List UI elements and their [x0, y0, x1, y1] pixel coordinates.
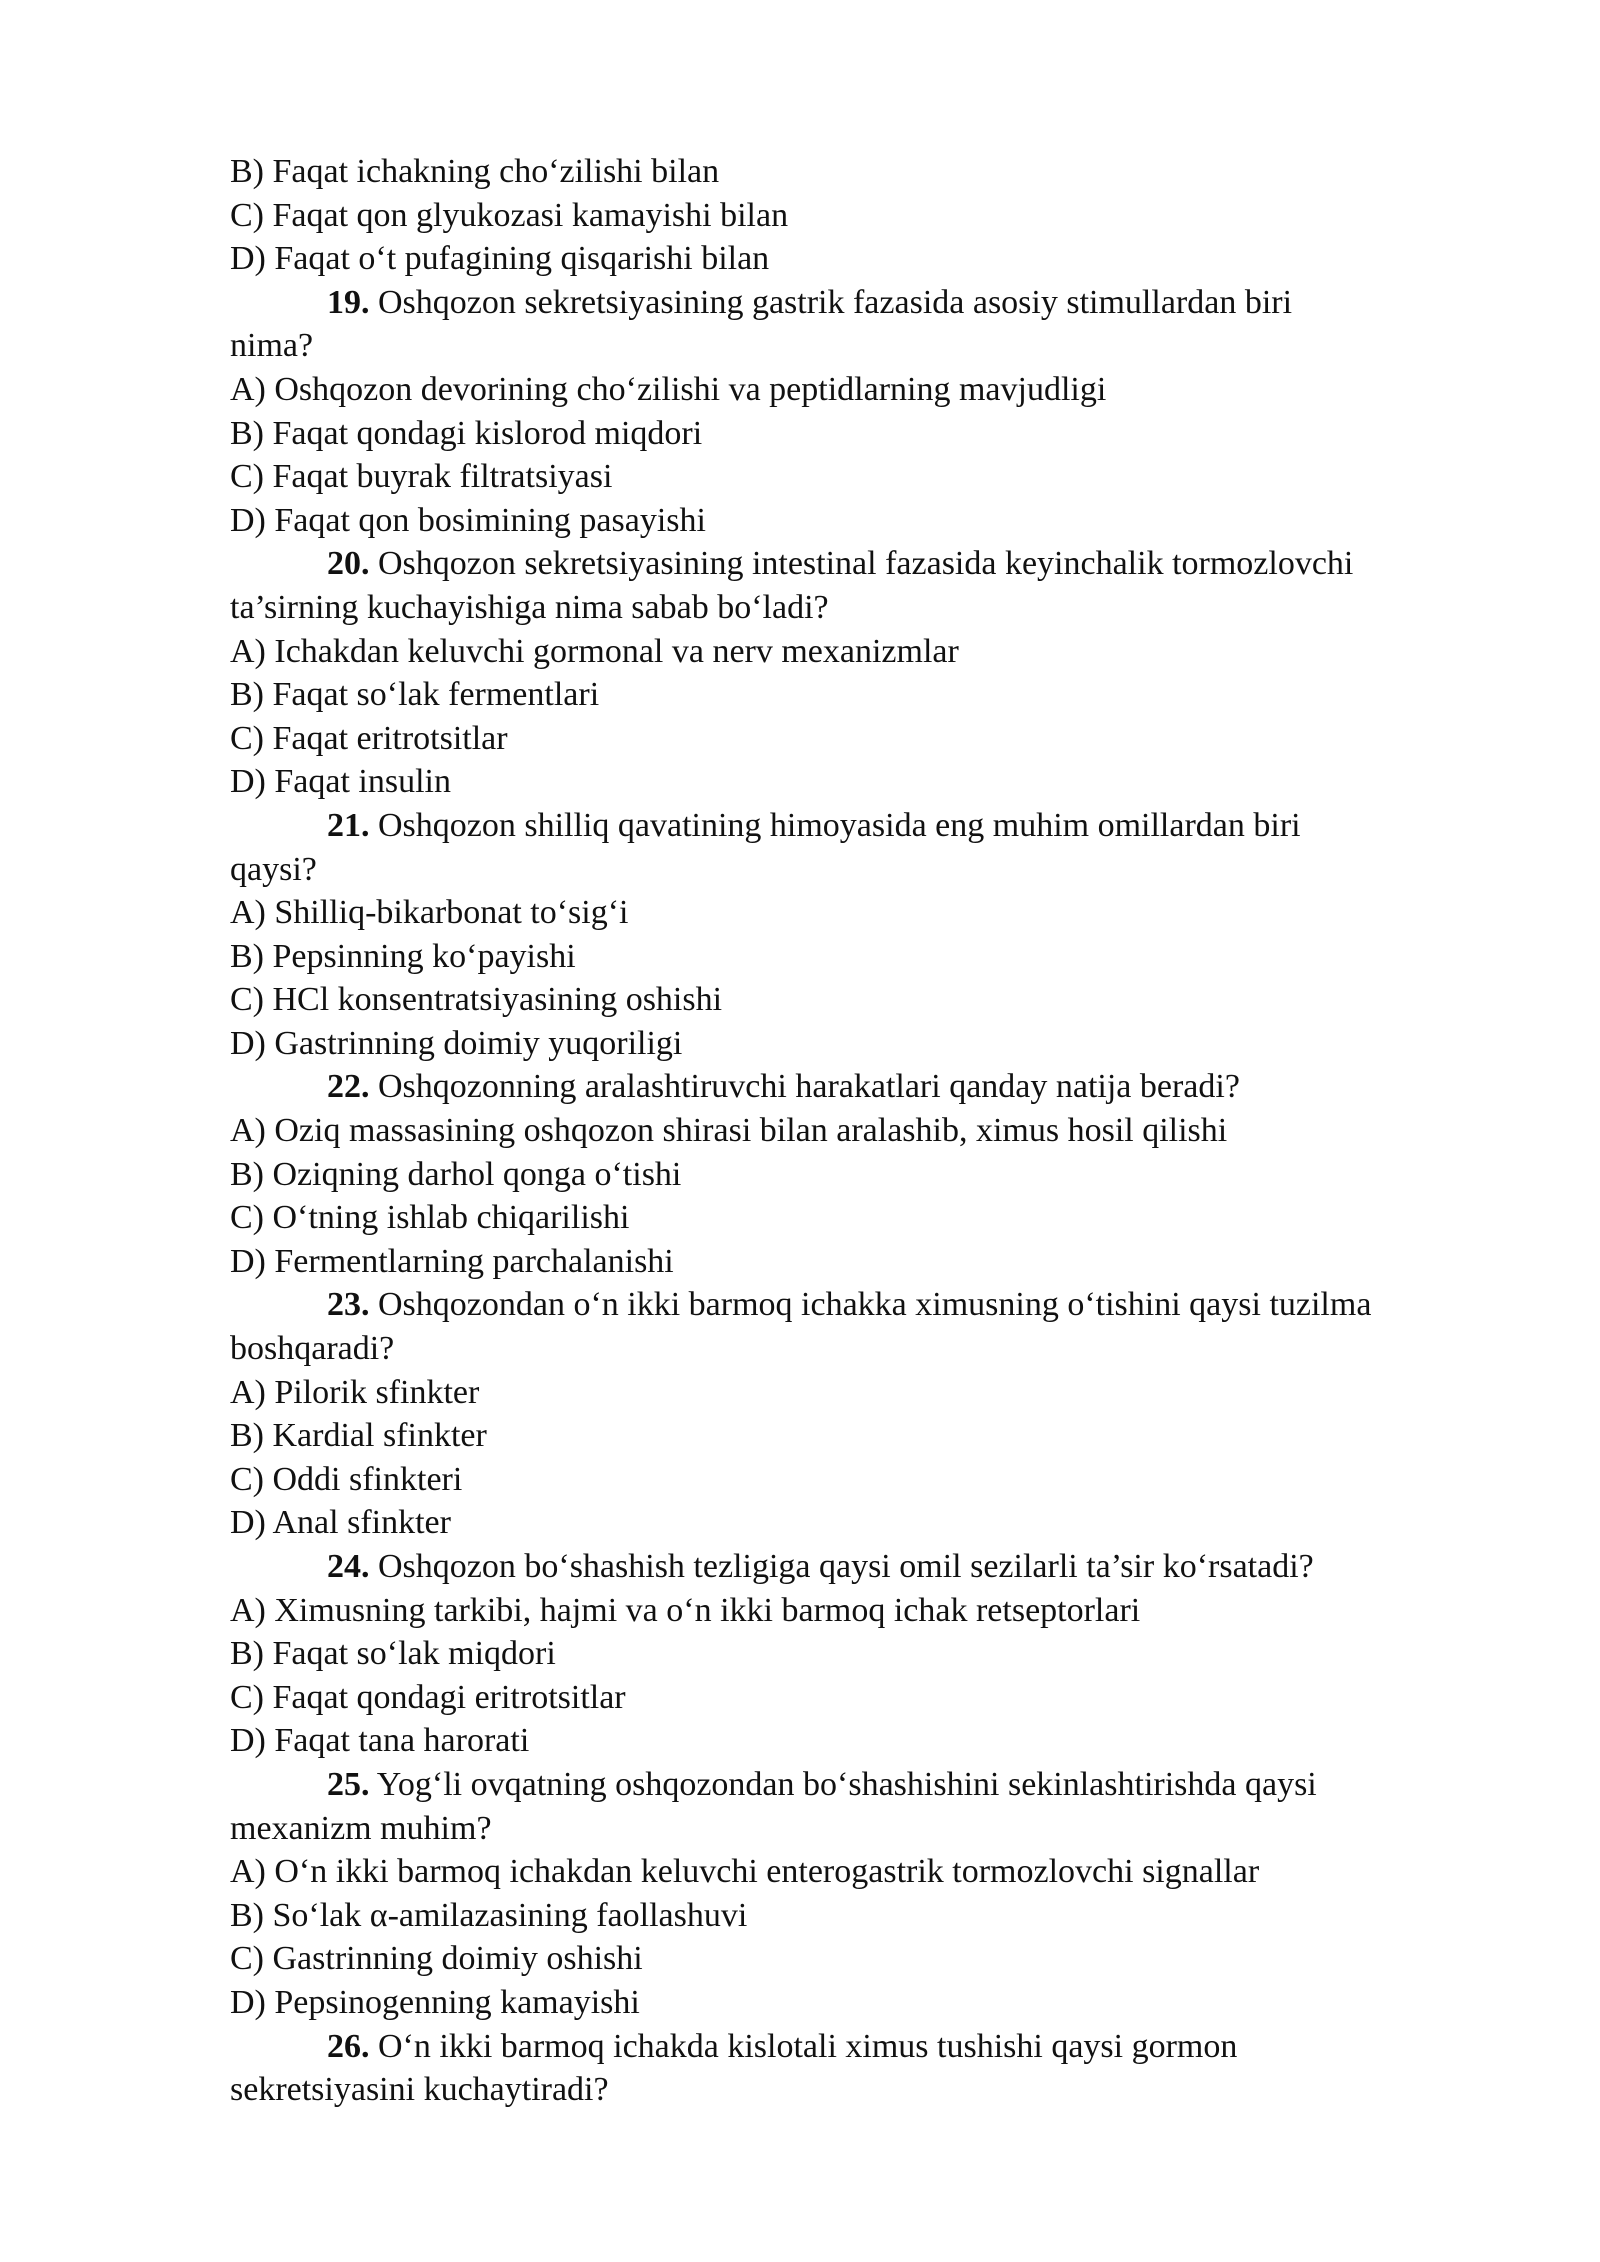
document-body: [230, 150, 1520, 2112]
answer-option: B) Kardial sfinkter: [230, 1417, 487, 1455]
question-text: O‘n ikki barmoq ichakda kislotali ximus tushishi qaysi gormon: [378, 2027, 1238, 2065]
answer-option: B) Faqat ichakning cho‘zilishi bilan: [230, 153, 720, 190]
answer-option: D) Faqat tana harorati: [230, 1722, 530, 1760]
question-number: 20.: [327, 545, 370, 583]
answer-option: C) Gastrinning doimiy oshishi: [230, 1940, 643, 1978]
question-text: sekretsiyasini kuchaytiradi?: [230, 2071, 609, 2109]
question-number: 25.: [327, 1765, 370, 1803]
answer-option: A) Pilorik sfinkter: [230, 1373, 480, 1411]
question-number: 19.: [327, 283, 370, 321]
answer-option: D) Gastrinning doimiy yuqoriligi: [230, 1024, 683, 1062]
question-text-line: [230, 281, 1520, 325]
question-block: [230, 542, 1520, 804]
answer-option: C) Faqat eritrotsitlar: [230, 719, 508, 757]
question-text-line: [230, 1807, 1520, 1851]
question-text-line: [230, 324, 1520, 368]
question-number: 23.: [327, 1286, 370, 1324]
question-text: Oshqozon sekretsiyasining gastrik fazasida asosiy stimullardan biri: [378, 283, 1293, 321]
question-text: nima?: [230, 327, 314, 365]
answer-option: D) Faqat insulin: [230, 763, 451, 801]
question-text: Oshqozon bo‘shashish tezligiga qaysi omil sezilarli ta’sir ko‘rsatadi?: [378, 1548, 1314, 1585]
answer-option: C) Faqat buyrak filtratsiyasi: [230, 458, 613, 496]
question-text-line: [230, 848, 1520, 892]
question-text: qaysi?: [230, 850, 317, 888]
answer-option: B) Faqat so‘lak fermentlari: [230, 676, 600, 714]
question-number: 26.: [327, 2027, 370, 2065]
answer-option: D) Pepsinogenning kamayishi: [230, 1983, 640, 2021]
answer-option: A) Ximusning tarkibi, hajmi va o‘n ikki barmoq ichak retseptorlari: [230, 1591, 1141, 1629]
question-block: [230, 1545, 1520, 1763]
answer-option: C) Oddi sfinkteri: [230, 1460, 463, 1498]
answer-option: D) Fermentlarning parchalanishi: [230, 1242, 674, 1280]
question-text: boshqaradi?: [230, 1330, 395, 1368]
answer-option: A) Oziq massasining oshqozon shirasi bilan aralashib, ximus hosil qilishi: [230, 1112, 1228, 1150]
question-text: Oshqozon sekretsiyasining intestinal fazasida keyinchalik tormozlovchi: [378, 545, 1354, 583]
question-text: mexanizm muhim?: [230, 1809, 492, 1847]
question-text-line: [230, 2068, 1520, 2112]
question-block: [230, 1763, 1520, 2025]
question-number: 24.: [327, 1548, 370, 1585]
question-number: 21.: [327, 806, 370, 844]
question-text: Oshqozon shilliq qavatining himoyasida eng muhim omillardan biri: [378, 806, 1301, 844]
question-text-line: [230, 804, 1520, 848]
question-text-line: [230, 1545, 1520, 1589]
question-text-line: [230, 2025, 1520, 2069]
question-block: [230, 1283, 1520, 1545]
answer-option: C) Faqat qondagi eritrotsitlar: [230, 1678, 626, 1716]
answer-option: D) Faqat qon bosimining pasayishi: [230, 501, 706, 539]
question-text-line: [230, 1065, 1520, 1109]
answer-option: A) Ichakdan keluvchi gormonal va nerv mexanizmlar: [230, 632, 959, 670]
answer-option: C) HCl konsentratsiyasining oshishi: [230, 981, 723, 1019]
question-block: [230, 281, 1520, 543]
answer-option: D) Faqat o‘t pufagining qisqarishi bilan: [230, 240, 770, 278]
question-text: Oshqozonning aralashtiruvchi harakatlari qanday natija beradi?: [378, 1068, 1240, 1106]
question-text: Yog‘li ovqatning oshqozondan bo‘shashishini sekinlashtirishda qaysi: [376, 1765, 1317, 1803]
answer-option: B) Faqat so‘lak miqdori: [230, 1635, 556, 1673]
question-number: 22.: [327, 1068, 370, 1106]
question-block: [230, 2025, 1520, 2112]
answer-option: A) Oshqozon devorining cho‘zilishi va peptidlarning mavjudligi: [230, 370, 1107, 408]
question-text-line: [230, 1763, 1520, 1807]
answer-option: A) O‘n ikki barmoq ichakdan keluvchi enterogastrik tormozlovchi signallar: [230, 1853, 1260, 1891]
question-block: [230, 1065, 1520, 1283]
question-text-line: [230, 542, 1520, 586]
question-text: Oshqozondan o‘n ikki barmoq ichakka ximusning o‘tishini qaysi tuzilma: [378, 1286, 1372, 1324]
question-block: [230, 804, 1520, 1066]
answer-option: D) Anal sfinkter: [230, 1504, 451, 1542]
answer-option: C) O‘tning ishlab chiqarilishi: [230, 1199, 630, 1237]
question-text-line: [230, 1327, 1520, 1371]
question-text-line: [230, 586, 1520, 630]
question-text: ta’sirning kuchayishiga nima sabab bo‘ladi?: [230, 588, 829, 626]
answer-option: B) So‘lak α-amilazasining faollashuvi: [230, 1896, 748, 1934]
answer-option: A) Shilliq-bikarbonat to‘sig‘i: [230, 894, 629, 932]
answer-option: B) Oziqning darhol qonga o‘tishi: [230, 1155, 682, 1193]
answer-option: C) Faqat qon glyukozasi kamayishi bilan: [230, 196, 789, 234]
answer-option: B) Pepsinning ko‘payishi: [230, 937, 576, 975]
question-text-line: [230, 1283, 1520, 1327]
answer-option: B) Faqat qondagi kislorod miqdori: [230, 414, 703, 452]
